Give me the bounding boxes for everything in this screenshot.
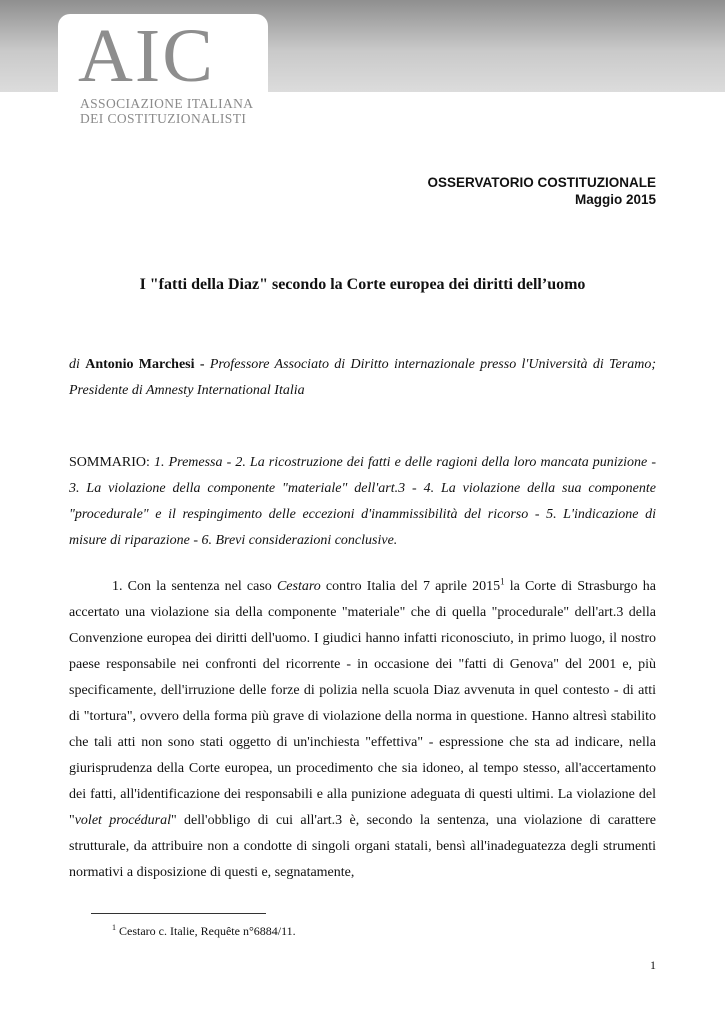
- summary-text: 1. Premessa - 2. La ricostruzione dei fatti e delle ragioni della loro mancata punizione - 3. La violazione della componente "materiale" dell'art.3 - 4. La violazione della sua componente "procedurale" e il respingimento delle eccezioni d'inammissibilità del ricorso - 5. L'indicazione di misure di riparazione - 6. Brevi considerazioni conclusive.: [69, 455, 656, 548]
- logo-line-2: DEI COSTITUZIONALISTI: [80, 111, 247, 126]
- footnote-text: Cestaro c. Italie, Requête n°6884/11.: [116, 924, 296, 938]
- summary: [69, 450, 656, 554]
- logo-line-1: ASSOCIAZIONE ITALIANA: [80, 96, 254, 111]
- legal-term: volet procédural: [74, 813, 171, 828]
- article-title: I "fatti della Diaz" secondo la Corte europea dei diritti dell’uomo: [139, 276, 586, 293]
- body-text-1: 1. Con la sentenza nel caso: [112, 579, 277, 594]
- journal-info: [427, 174, 656, 208]
- body-paragraph: [69, 574, 656, 886]
- footnote-rule: [91, 913, 266, 914]
- footnote: [112, 920, 296, 939]
- issue-date: Maggio 2015: [574, 192, 656, 207]
- journal-name: OSSERVATORIO COSTITUZIONALE: [427, 175, 656, 190]
- aic-logo: AIC: [78, 14, 215, 98]
- footnote-number: 1: [112, 923, 116, 932]
- case-name: Cestaro: [276, 579, 321, 594]
- summary-label: SOMMARIO:: [69, 455, 150, 470]
- author-line: [69, 352, 656, 404]
- author-affiliation: Professore Associato di Diritto internazionale presso l'Università di Teramo; Presidente di Amnesty International Italia: [69, 357, 656, 398]
- footnote-ref[interactable]: 1: [500, 576, 505, 587]
- body-text-3: la Corte di Strasburgo ha accertato una violazione sia della componente "materiale" che di quella "procedurale" dell'art.3 della Convenzione europea dei diritti dell'uomo. I giudici hanno infatti riconosciuto, in primo luogo, il nostro paese responsabile nei confronti del ricorrente - in occasione dei "fatti di Genova" del 2001 e, più specificamente, dell'irruzione delle forze di polizia nella scuola Diaz avvenuta in quel contesto - di atti di "tortura", ovvero della forma più grave di violazione della norma in questione. Hanno altresì stabilito che tali atti non sono stati oggetto di un'inchiesta "effettiva" - espressione che sta ad indicare, nella giurisprudenza della Corte europea, un procedimento che sia idoneo, al tempo stesso, all'accertamento dei fatti, all'identificazione dei responsabili e alla punizione adeguata di questi ultimi. La violazione del ": [69, 579, 656, 828]
- author-prefix: di: [69, 357, 80, 372]
- body-text-4: " dell'obbligo di cui all'art.3 è, secondo la sentenza, una violazione di carattere strutturale, da attribuire non a condotte di singoli organi statali, bensì all'inadeguatezza degli strumenti normativi a disposizione di questi e, segnatamente,: [69, 813, 656, 880]
- body-text-2: contro Italia del 7 aprile 2015: [320, 579, 501, 594]
- author-name: Antonio Marchesi -: [85, 357, 205, 372]
- page-number: 1: [650, 958, 656, 972]
